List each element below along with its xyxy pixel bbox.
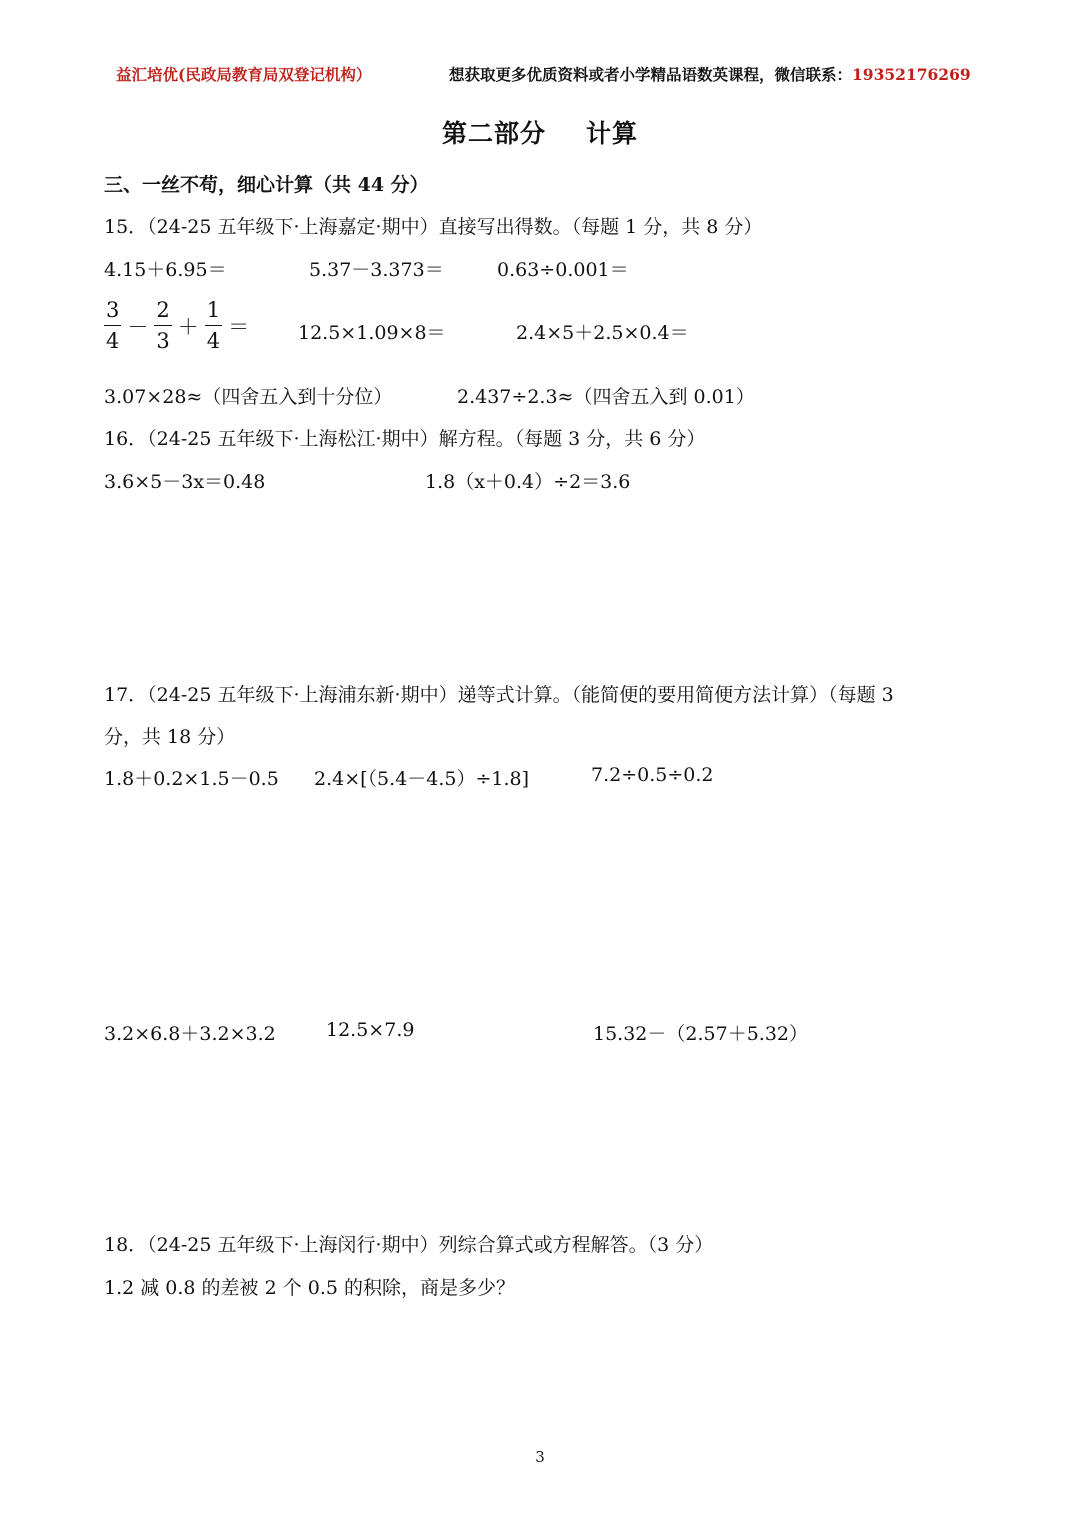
q17-item-6: 15.32－（2.57＋5.32） — [593, 1023, 809, 1045]
fraction-denominator: 4 — [106, 329, 120, 353]
q16-item-2: 1.8（x＋0.4）÷2＝3.6 — [425, 471, 631, 493]
header-phone: 19352176269 — [852, 65, 971, 84]
q17-item-4: 3.2×6.8＋3.2×3.2 — [104, 1023, 276, 1045]
fraction-numerator: 2 — [154, 300, 171, 326]
fraction-numerator: 1 — [205, 300, 222, 326]
section-heading: 三、一丝不苟，细心计算（共 44 分） — [104, 174, 429, 196]
page-title — [0, 114, 1080, 150]
title-name: 计算 — [586, 119, 639, 148]
fraction-numerator: 3 — [104, 300, 121, 326]
fraction-denominator: 4 — [206, 329, 221, 353]
q15-item-8: 2.437÷2.3≈（四舍五入到 0.01） — [457, 386, 755, 408]
q18-question: 1.2 减 0.8 的差被 2 个 0.5 的积除，商是多少？ — [104, 1277, 516, 1299]
minus-operator: － — [127, 315, 149, 339]
q18-prompt: 18．（24-25 五年级下·上海闵行·期中）列综合算式或方程解答。（3 分） — [104, 1234, 714, 1256]
q17-prompt-line2: 分，共 18 分） — [104, 726, 236, 748]
header-promo — [449, 63, 971, 85]
plus-operator: ＋ — [177, 315, 199, 339]
q17-item-1: 1.8＋0.2×1.5－0.5 — [104, 768, 279, 790]
page-number: 3 — [535, 1448, 545, 1466]
q15-item-6: 2.4×5＋2.5×0.4＝ — [516, 322, 689, 344]
q16-item-1: 3.6×5－3x＝0.48 — [104, 471, 266, 493]
fraction-3-4 — [104, 300, 121, 352]
header-promo-text: 想获取更多优质资料或者小学精品语数英课程，微信联系： — [449, 65, 853, 84]
header-org: 益汇培优(民政局教育局双登记机构） — [116, 65, 372, 84]
q15-item-5: 12.5×1.09×8＝ — [298, 322, 446, 344]
q15-item-7: 3.07×28≈（四舍五入到十分位） — [104, 386, 393, 408]
q17-item-3: 7.2÷0.5÷0.2 — [591, 764, 714, 786]
title-part: 第二部分 — [441, 119, 546, 148]
fraction-denominator: 3 — [156, 329, 170, 353]
fraction-1-4 — [205, 300, 222, 352]
q17-prompt-line1: 17．（24-25 五年级下·上海浦东新·期中）递等式计算。（能简便的要用简便方法计算）（每题 3 — [104, 684, 894, 706]
q16-prompt: 16．（24-25 五年级下·上海松江·期中）解方程。（每题 3 分，共 6 分） — [104, 428, 706, 450]
equals-sign: ＝ — [228, 315, 250, 339]
q15-item-2: 5.37－3.373＝ — [309, 259, 444, 281]
q15-item-1: 4.15＋6.95＝ — [104, 259, 227, 281]
q17-item-5: 12.5×7.9 — [326, 1019, 415, 1041]
fraction-2-3 — [154, 300, 171, 352]
q15-prompt: 15．（24-25 五年级下·上海嘉定·期中）直接写出得数。（每题 1 分，共 8 分） — [104, 216, 763, 238]
q17-item-2: 2.4×[（5.4－4.5）÷1.8] — [314, 768, 530, 790]
q15-fraction-expression — [104, 300, 255, 352]
q15-item-3: 0.63÷0.001＝ — [497, 259, 629, 281]
